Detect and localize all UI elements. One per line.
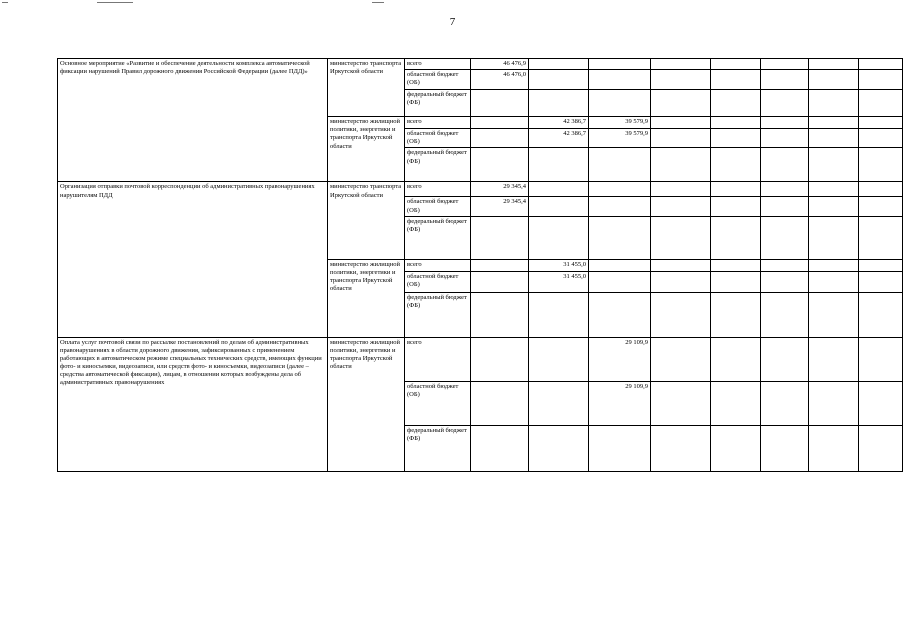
- event-cell: Основное мероприятие «Развитие и обеспечение деятельности комплекса автоматической фиксации нарушений Правил дорожного движения Российской Федерации (далее ПДД)»: [58, 59, 328, 182]
- value-cell: [651, 129, 711, 148]
- value-cell: [761, 129, 809, 148]
- value-cell: [809, 182, 859, 197]
- value-cell: [711, 59, 761, 70]
- value-cell: [859, 271, 903, 292]
- funding-source-cell: всего: [405, 259, 471, 271]
- value-cell: [761, 148, 809, 182]
- value-cell: [809, 129, 859, 148]
- value-cell: [529, 197, 589, 216]
- value-cell: [711, 259, 761, 271]
- value-cell: [589, 259, 651, 271]
- executor-cell: министерство жилищной политики, энергетики и транспорта Иркутской области: [328, 259, 405, 337]
- funding-source-cell: всего: [405, 337, 471, 381]
- value-cell: [859, 117, 903, 129]
- value-cell: [809, 70, 859, 90]
- value-cell: [651, 148, 711, 182]
- value-cell: [809, 337, 859, 381]
- value-cell: [711, 197, 761, 216]
- value-cell: [859, 70, 903, 90]
- value-cell: 42 386,7: [529, 129, 589, 148]
- value-cell: [859, 182, 903, 197]
- value-cell: [471, 425, 529, 471]
- value-cell: [711, 182, 761, 197]
- value-cell: 42 386,7: [529, 117, 589, 129]
- value-cell: [761, 182, 809, 197]
- value-cell: [529, 216, 589, 259]
- funding-source-cell: федеральный бюджет (ФБ): [405, 292, 471, 337]
- value-cell: [651, 292, 711, 337]
- value-cell: [711, 70, 761, 90]
- value-cell: [589, 216, 651, 259]
- value-cell: [809, 197, 859, 216]
- value-cell: [859, 216, 903, 259]
- value-cell: [809, 381, 859, 425]
- value-cell: [589, 70, 651, 90]
- value-cell: [471, 117, 529, 129]
- value-cell: [651, 381, 711, 425]
- value-cell: [589, 271, 651, 292]
- table-row: [58, 182, 903, 197]
- value-cell: [589, 197, 651, 216]
- value-cell: [761, 70, 809, 90]
- value-cell: [651, 271, 711, 292]
- value-cell: 29 109,9: [589, 337, 651, 381]
- value-cell: [859, 197, 903, 216]
- value-cell: [761, 425, 809, 471]
- value-cell: 39 579,9: [589, 117, 651, 129]
- value-cell: [529, 182, 589, 197]
- value-cell: [761, 292, 809, 337]
- funding-source-cell: федеральный бюджет (ФБ): [405, 148, 471, 182]
- funding-source-cell: федеральный бюджет (ФБ): [405, 425, 471, 471]
- value-cell: [809, 148, 859, 182]
- funding-source-cell: областной бюджет (ОБ): [405, 381, 471, 425]
- value-cell: 29 109,9: [589, 381, 651, 425]
- value-cell: [651, 90, 711, 117]
- value-cell: [711, 271, 761, 292]
- value-cell: [859, 292, 903, 337]
- value-cell: [651, 337, 711, 381]
- value-cell: [761, 216, 809, 259]
- value-cell: [529, 90, 589, 117]
- value-cell: [529, 59, 589, 70]
- value-cell: [651, 70, 711, 90]
- value-cell: [589, 425, 651, 471]
- value-cell: [471, 292, 529, 337]
- value-cell: [761, 271, 809, 292]
- value-cell: [711, 337, 761, 381]
- value-cell: [711, 148, 761, 182]
- value-cell: 29 345,4: [471, 197, 529, 216]
- value-cell: [471, 90, 529, 117]
- value-cell: [761, 90, 809, 117]
- value-cell: [589, 59, 651, 70]
- executor-cell: министерство транспорта Иркутской области: [328, 59, 405, 117]
- value-cell: 31 455,0: [529, 259, 589, 271]
- funding-source-cell: областной бюджет (ОБ): [405, 129, 471, 148]
- value-cell: [711, 216, 761, 259]
- funding-source-cell: федеральный бюджет (ФБ): [405, 90, 471, 117]
- value-cell: [589, 148, 651, 182]
- value-cell: [809, 292, 859, 337]
- scan-mark: [372, 2, 384, 3]
- value-cell: [711, 117, 761, 129]
- value-cell: [589, 182, 651, 197]
- value-cell: [761, 381, 809, 425]
- funding-source-cell: всего: [405, 182, 471, 197]
- value-cell: 29 345,4: [471, 182, 529, 197]
- value-cell: 31 455,0: [529, 271, 589, 292]
- value-cell: [651, 117, 711, 129]
- value-cell: [761, 259, 809, 271]
- value-cell: [859, 337, 903, 381]
- scan-mark: [2, 2, 8, 3]
- value-cell: [859, 129, 903, 148]
- value-cell: [651, 197, 711, 216]
- value-cell: [761, 197, 809, 216]
- value-cell: [651, 59, 711, 70]
- value-cell: [859, 381, 903, 425]
- funding-source-cell: всего: [405, 117, 471, 129]
- value-cell: [589, 90, 651, 117]
- value-cell: [711, 425, 761, 471]
- value-cell: [471, 129, 529, 148]
- value-cell: [761, 337, 809, 381]
- value-cell: [761, 117, 809, 129]
- value-cell: [711, 129, 761, 148]
- value-cell: [529, 381, 589, 425]
- value-cell: [809, 425, 859, 471]
- value-cell: [809, 117, 859, 129]
- value-cell: 39 579,9: [589, 129, 651, 148]
- event-cell: Оплата услуг почтовой связи по рассылке постановлений по делам об административных правонарушениях в области дорожного движения, зафиксированных с применением работающих в автоматическом режиме специальных технических средств, имеющих функции фото- и киносъемки, видеозаписи, или средств фото- и киносъемки, видеозаписи (далее – средства автоматической фиксации), лицам, в отношении которых возбуждены дела об административных правонарушениях: [58, 337, 328, 471]
- value-cell: [761, 59, 809, 70]
- executor-cell: министерство жилищной политики, энергетики и транспорта Иркутской области: [328, 337, 405, 471]
- scan-mark: [97, 2, 133, 3]
- value-cell: [809, 271, 859, 292]
- value-cell: [809, 90, 859, 117]
- table-row: [58, 337, 903, 381]
- value-cell: [651, 259, 711, 271]
- value-cell: [711, 292, 761, 337]
- page-number: 7: [449, 16, 456, 28]
- table-row: [58, 59, 903, 70]
- value-cell: [809, 216, 859, 259]
- value-cell: [529, 337, 589, 381]
- value-cell: [471, 271, 529, 292]
- value-cell: [471, 381, 529, 425]
- funding-source-cell: федеральный бюджет (ФБ): [405, 216, 471, 259]
- value-cell: [471, 216, 529, 259]
- value-cell: [711, 90, 761, 117]
- funding-source-cell: всего: [405, 59, 471, 70]
- budget-table: [57, 58, 903, 472]
- value-cell: [859, 90, 903, 117]
- value-cell: [809, 59, 859, 70]
- funding-source-cell: областной бюджет (ОБ): [405, 271, 471, 292]
- value-cell: [651, 182, 711, 197]
- value-cell: [529, 70, 589, 90]
- value-cell: [529, 425, 589, 471]
- value-cell: 46 476,9: [471, 59, 529, 70]
- value-cell: [529, 148, 589, 182]
- value-cell: [471, 337, 529, 381]
- value-cell: [711, 381, 761, 425]
- event-cell: Организация отправки почтовой корреспонденции об административных правонарушениях нарушителям ПДД: [58, 182, 328, 337]
- value-cell: [471, 259, 529, 271]
- value-cell: [859, 59, 903, 70]
- funding-source-cell: областной бюджет (ОБ): [405, 70, 471, 90]
- value-cell: [589, 292, 651, 337]
- value-cell: [809, 259, 859, 271]
- funding-source-cell: областной бюджет (ОБ): [405, 197, 471, 216]
- executor-cell: министерство жилищной политики, энергетики и транспорта Иркутской области: [328, 117, 405, 182]
- value-cell: [529, 292, 589, 337]
- value-cell: [471, 148, 529, 182]
- value-cell: [651, 425, 711, 471]
- value-cell: [651, 216, 711, 259]
- value-cell: [859, 425, 903, 471]
- value-cell: [859, 148, 903, 182]
- value-cell: [859, 259, 903, 271]
- executor-cell: министерство транспорта Иркутской области: [328, 182, 405, 259]
- value-cell: 46 476,0: [471, 70, 529, 90]
